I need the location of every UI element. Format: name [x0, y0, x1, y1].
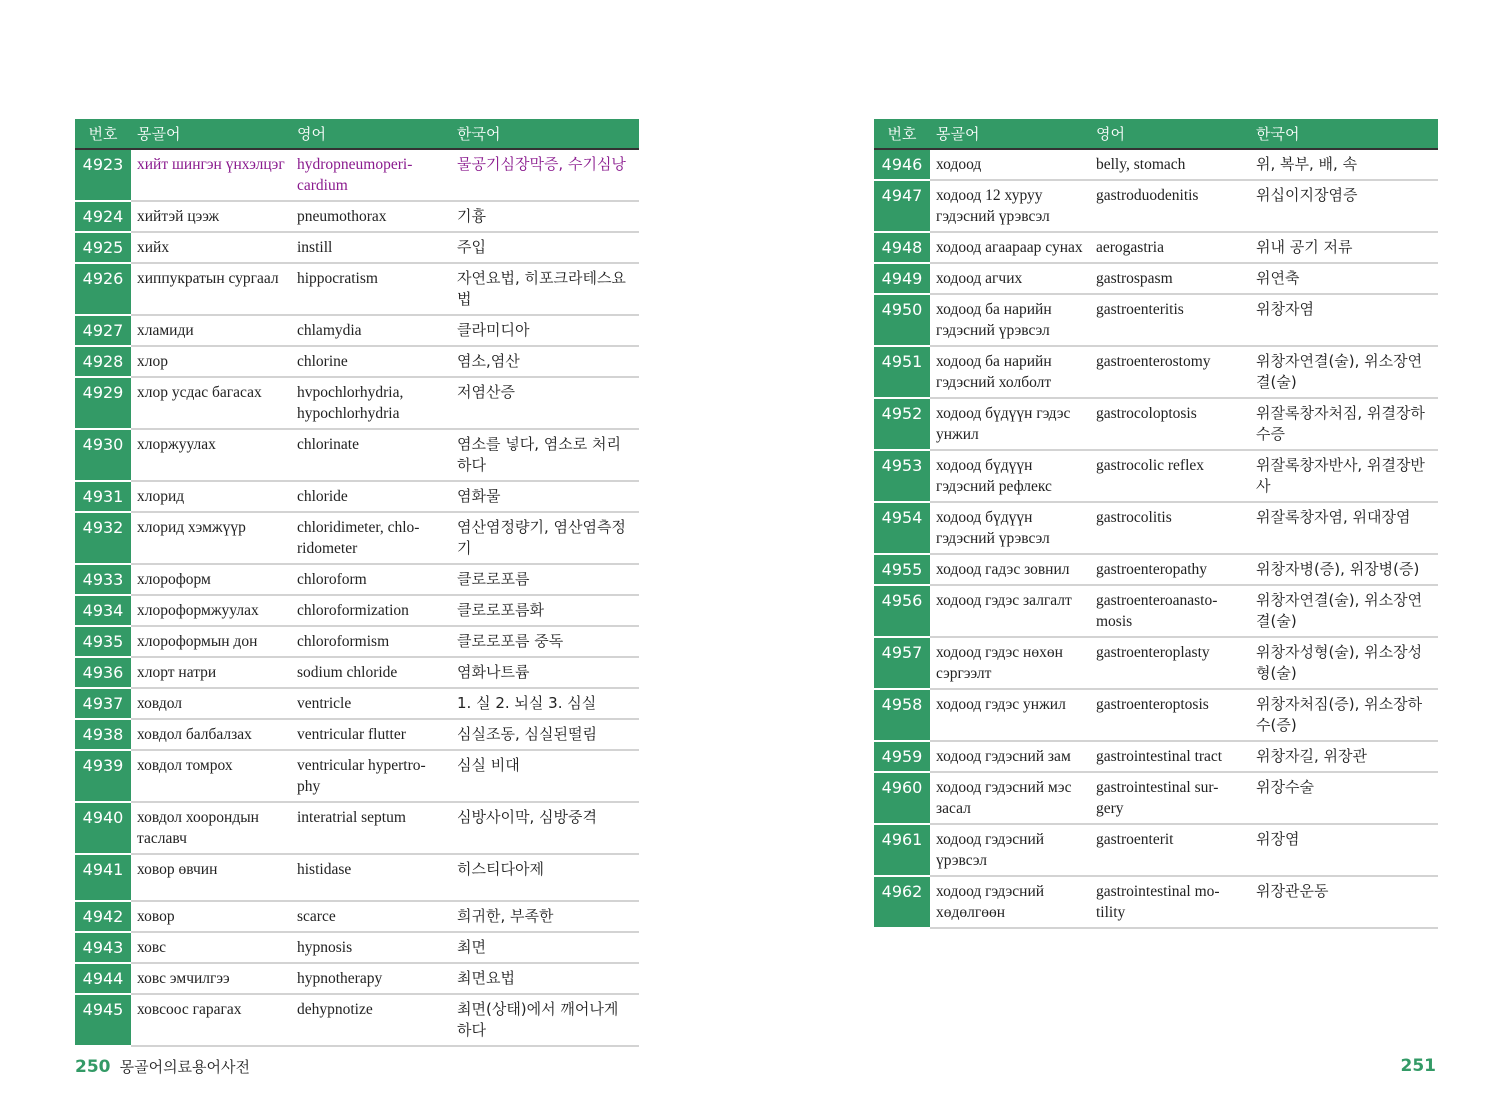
entry-number: 4955: [874, 554, 930, 585]
entry-number: 4927: [75, 315, 131, 346]
dictionary-table-right: [874, 119, 1438, 929]
table-row: [75, 626, 639, 657]
entry-number: 4942: [75, 901, 131, 932]
english-term: sodium chloride: [291, 657, 451, 688]
table-row: [874, 294, 1438, 346]
mongolian-term: ходоод гэдэсний зам: [930, 741, 1090, 772]
english-term: gastroduodenitis: [1090, 180, 1250, 232]
korean-term: 히스티다아제: [451, 854, 639, 901]
english-term: gastrocolitis: [1090, 502, 1250, 554]
table-row: [874, 180, 1438, 232]
english-term: ventricle: [291, 688, 451, 719]
entry-number: 4958: [874, 689, 930, 741]
table-row: [75, 802, 639, 854]
mongolian-term: ходоод гэдэсний мэс засал: [930, 772, 1090, 824]
mongolian-term: ходоод гадэс зовнил: [930, 554, 1090, 585]
korean-term: 심실 비대: [451, 750, 639, 802]
korean-term: 염산염정량기, 염산염측정기: [451, 512, 639, 564]
korean-term: 위잘록창자처짐, 위결장하수증: [1250, 398, 1438, 450]
korean-term: 1. 실 2. 뇌실 3. 심실: [451, 688, 639, 719]
table-row: [75, 963, 639, 994]
table-row: [874, 346, 1438, 398]
english-term: aerogastria: [1090, 232, 1250, 263]
korean-term: 위창자염: [1250, 294, 1438, 346]
english-term: ventricular hypertro-phy: [291, 750, 451, 802]
table-row: [75, 994, 639, 1046]
korean-term: 염소,염산: [451, 346, 639, 377]
entry-number: 4950: [874, 294, 930, 346]
korean-term: 클로로포름 중독: [451, 626, 639, 657]
mongolian-term: ходоод агаараар сунах: [930, 232, 1090, 263]
english-term: gastroenterit: [1090, 824, 1250, 876]
table-row: [874, 149, 1438, 180]
english-term: pneumothorax: [291, 201, 451, 232]
dictionary-table-left: [75, 119, 639, 1047]
mongolian-term: хлоржуулах: [131, 429, 291, 481]
mongolian-term: ходоод ба нарийн гэдэсний холболт: [930, 346, 1090, 398]
korean-term: 위장관운동: [1250, 876, 1438, 928]
table-row: [75, 377, 639, 429]
entry-number: 4931: [75, 481, 131, 512]
mongolian-term: ходоод гэдэс залгалт: [930, 585, 1090, 637]
book-title: 몽골어의료용어사전: [119, 1058, 251, 1076]
mongolian-term: ходоод гэдэсний үрэвсэл: [930, 824, 1090, 876]
english-term: chlorinate: [291, 429, 451, 481]
mongolian-term: ховдол балбалзах: [131, 719, 291, 750]
header-number: 번호: [874, 119, 930, 149]
korean-term: 심실조동, 심실된떨림: [451, 719, 639, 750]
mongolian-term: ходоод гэдэс унжил: [930, 689, 1090, 741]
entry-number: 4954: [874, 502, 930, 554]
entry-number: 4946: [874, 149, 930, 180]
table-row: [874, 876, 1438, 928]
page-number-right: 251: [1400, 1056, 1436, 1076]
entry-number: 4953: [874, 450, 930, 502]
table-header-row: [874, 119, 1438, 149]
mongolian-term: ходоод гэдэсний хөдөлгөөн: [930, 876, 1090, 928]
table-row: [874, 689, 1438, 741]
english-term: belly, stomach: [1090, 149, 1250, 180]
table-row: [874, 232, 1438, 263]
mongolian-term: хлор: [131, 346, 291, 377]
korean-term: 위창자병(증), 위장병(증): [1250, 554, 1438, 585]
entry-number: 4962: [874, 876, 930, 928]
mongolian-term: ховсоос гарагах: [131, 994, 291, 1046]
entry-number: 4935: [75, 626, 131, 657]
entry-number: 4930: [75, 429, 131, 481]
mongolian-term: хиппукратын сургаал: [131, 263, 291, 315]
entry-number: 4949: [874, 263, 930, 294]
header-english: 영어: [291, 119, 451, 149]
entry-number: 4943: [75, 932, 131, 963]
header-number: 번호: [75, 119, 131, 149]
table-row: [75, 719, 639, 750]
english-term: chlorine: [291, 346, 451, 377]
english-term: scarce: [291, 901, 451, 932]
entry-number: 4934: [75, 595, 131, 626]
entry-number: 4960: [874, 772, 930, 824]
mongolian-term: ховор өвчин: [131, 854, 291, 901]
english-term: ventricular flutter: [291, 719, 451, 750]
table-row: [75, 263, 639, 315]
entry-number: 4957: [874, 637, 930, 689]
mongolian-term: ходоод гэдэс нөхөн сэргээлт: [930, 637, 1090, 689]
korean-term: 클로로포름: [451, 564, 639, 595]
mongolian-term: хлорид: [131, 481, 291, 512]
english-term: hypnotherapy: [291, 963, 451, 994]
korean-term: 위연축: [1250, 263, 1438, 294]
table-row: [75, 232, 639, 263]
korean-term: 주입: [451, 232, 639, 263]
mongolian-term: хлороформын дон: [131, 626, 291, 657]
entry-number: 4929: [75, 377, 131, 429]
english-term: chloroformization: [291, 595, 451, 626]
english-term: interatrial septum: [291, 802, 451, 854]
mongolian-term: ходоод 12 хуруу гэдэсний үрэвсэл: [930, 180, 1090, 232]
table-row: [874, 263, 1438, 294]
mongolian-term: ходоод бүдүүн гэдэс унжил: [930, 398, 1090, 450]
mongolian-term: хлорид хэмжүүр: [131, 512, 291, 564]
entry-number: 4936: [75, 657, 131, 688]
entry-number: 4961: [874, 824, 930, 876]
footer-right: [1401, 1056, 1437, 1076]
entry-number: 4940: [75, 802, 131, 854]
mongolian-term: хлороформ: [131, 564, 291, 595]
english-term: instill: [291, 232, 451, 263]
korean-term: 물공기심장막증, 수기심낭: [451, 149, 639, 201]
entry-number: 4945: [75, 994, 131, 1046]
korean-term: 기흉: [451, 201, 639, 232]
entry-number: 4933: [75, 564, 131, 595]
table-row: [874, 824, 1438, 876]
korean-term: 위십이지장염증: [1250, 180, 1438, 232]
mongolian-term: ходоод бүдүүн гэдэсний үрэвсэл: [930, 502, 1090, 554]
entry-number: 4947: [874, 180, 930, 232]
mongolian-term: ховдол: [131, 688, 291, 719]
korean-term: 위장염: [1250, 824, 1438, 876]
table-row: [874, 398, 1438, 450]
table-row: [874, 585, 1438, 637]
table-row: [75, 564, 639, 595]
english-term: gastroenteropathy: [1090, 554, 1250, 585]
table-row: [874, 450, 1438, 502]
english-term: gastrointestinal tract: [1090, 741, 1250, 772]
english-term: gastrointestinal mo-tility: [1090, 876, 1250, 928]
korean-term: 최면: [451, 932, 639, 963]
mongolian-term: ходоод бүдүүн гэдэсний рефлекс: [930, 450, 1090, 502]
english-term: chlamydia: [291, 315, 451, 346]
table-row: [874, 554, 1438, 585]
korean-term: 염화나트륨: [451, 657, 639, 688]
korean-term: 희귀한, 부족한: [451, 901, 639, 932]
table-row: [75, 901, 639, 932]
table-row: [874, 741, 1438, 772]
table-row: [75, 346, 639, 377]
english-term: gastroenterostomy: [1090, 346, 1250, 398]
english-term: chloroformism: [291, 626, 451, 657]
korean-term: 위창자연결(술), 위소장연결(술): [1250, 346, 1438, 398]
entry-number: 4956: [874, 585, 930, 637]
korean-term: 자연요법, 히포크라테스요법: [451, 263, 639, 315]
table-row: [75, 201, 639, 232]
mongolian-term: ховс: [131, 932, 291, 963]
entry-number: 4951: [874, 346, 930, 398]
korean-term: 최면요법: [451, 963, 639, 994]
korean-term: 위창자성형(술), 위소장성형(술): [1250, 637, 1438, 689]
korean-term: 위, 복부, 배, 속: [1250, 149, 1438, 180]
korean-term: 염소를 넣다, 염소로 처리하다: [451, 429, 639, 481]
korean-term: 위창자연결(술), 위소장연결(술): [1250, 585, 1438, 637]
english-term: dehypnotize: [291, 994, 451, 1046]
header-mongolian: 몽골어: [131, 119, 291, 149]
entry-number: 4932: [75, 512, 131, 564]
table-row: [75, 854, 639, 901]
entry-number: 4925: [75, 232, 131, 263]
mongolian-term: хлор усдас багасах: [131, 377, 291, 429]
entry-number: 4937: [75, 688, 131, 719]
english-term: hippocratism: [291, 263, 451, 315]
mongolian-term: хлорт натри: [131, 657, 291, 688]
entry-number: 4923: [75, 149, 131, 201]
table-row: [75, 688, 639, 719]
english-term: chloridimeter, chlo-ridometer: [291, 512, 451, 564]
mongolian-term: хийх: [131, 232, 291, 263]
footer-left: [75, 1056, 250, 1077]
english-term: gastroenteroptosis: [1090, 689, 1250, 741]
entry-number: 4928: [75, 346, 131, 377]
korean-term: 위창자처짐(증), 위소장하수(증): [1250, 689, 1438, 741]
english-term: hvpochlorhydria, hypochlorhydria: [291, 377, 451, 429]
table-row: [75, 595, 639, 626]
header-mongolian: 몽골어: [930, 119, 1090, 149]
table-row: [75, 750, 639, 802]
mongolian-term: ходоод: [930, 149, 1090, 180]
mongolian-term: хийт шингэн үнхэлцэг: [131, 149, 291, 201]
table-row: [75, 657, 639, 688]
table-row: [75, 481, 639, 512]
entry-number: 4941: [75, 854, 131, 901]
mongolian-term: ходоод ба нарийн гэдэсний үрэвсэл: [930, 294, 1090, 346]
english-term: histidase: [291, 854, 451, 901]
table-row: [75, 149, 639, 201]
table-row: [75, 932, 639, 963]
entry-number: 4924: [75, 201, 131, 232]
korean-term: 위내 공기 저류: [1250, 232, 1438, 263]
korean-term: 염화물: [451, 481, 639, 512]
table-row: [75, 512, 639, 564]
table-row: [874, 772, 1438, 824]
mongolian-term: ховдол томрох: [131, 750, 291, 802]
mongolian-term: ховор: [131, 901, 291, 932]
table-row: [75, 429, 639, 481]
mongolian-term: ховс эмчилгээ: [131, 963, 291, 994]
english-term: gastroenteritis: [1090, 294, 1250, 346]
header-korean: 한국어: [1250, 119, 1438, 149]
korean-term: 저염산증: [451, 377, 639, 429]
english-term: gastrointestinal sur-gery: [1090, 772, 1250, 824]
english-term: hypnosis: [291, 932, 451, 963]
korean-term: 최면(상태)에서 깨어나게 하다: [451, 994, 639, 1046]
english-term: gastrocoloptosis: [1090, 398, 1250, 450]
mongolian-term: хламиди: [131, 315, 291, 346]
table-row: [75, 315, 639, 346]
table-row: [874, 502, 1438, 554]
korean-term: 위잘록창자염, 위대장염: [1250, 502, 1438, 554]
english-term: gastrocolic reflex: [1090, 450, 1250, 502]
entry-number: 4952: [874, 398, 930, 450]
english-term: gastroenteroanasto-mosis: [1090, 585, 1250, 637]
mongolian-term: хлороформжуулах: [131, 595, 291, 626]
korean-term: 위장수술: [1250, 772, 1438, 824]
english-term: gastroenteroplasty: [1090, 637, 1250, 689]
mongolian-term: ходоод агчих: [930, 263, 1090, 294]
entry-number: 4939: [75, 750, 131, 802]
korean-term: 클라미디아: [451, 315, 639, 346]
table-header-row: [75, 119, 639, 149]
english-term: chloroform: [291, 564, 451, 595]
english-term: chloride: [291, 481, 451, 512]
entry-number: 4959: [874, 741, 930, 772]
korean-term: 클로로포름화: [451, 595, 639, 626]
header-korean: 한국어: [451, 119, 639, 149]
entry-number: 4938: [75, 719, 131, 750]
entry-number: 4944: [75, 963, 131, 994]
page-number-left: 250: [75, 1057, 111, 1077]
korean-term: 심방사이막, 심방중격: [451, 802, 639, 854]
entry-number: 4948: [874, 232, 930, 263]
korean-term: 위잘록창자반사, 위결장반사: [1250, 450, 1438, 502]
mongolian-term: ховдол хоорондын таславч: [131, 802, 291, 854]
english-term: gastrospasm: [1090, 263, 1250, 294]
header-english: 영어: [1090, 119, 1250, 149]
korean-term: 위창자길, 위장관: [1250, 741, 1438, 772]
english-term: hydropneumoperi-cardium: [291, 149, 451, 201]
mongolian-term: хийтэй цээж: [131, 201, 291, 232]
table-row: [874, 637, 1438, 689]
entry-number: 4926: [75, 263, 131, 315]
